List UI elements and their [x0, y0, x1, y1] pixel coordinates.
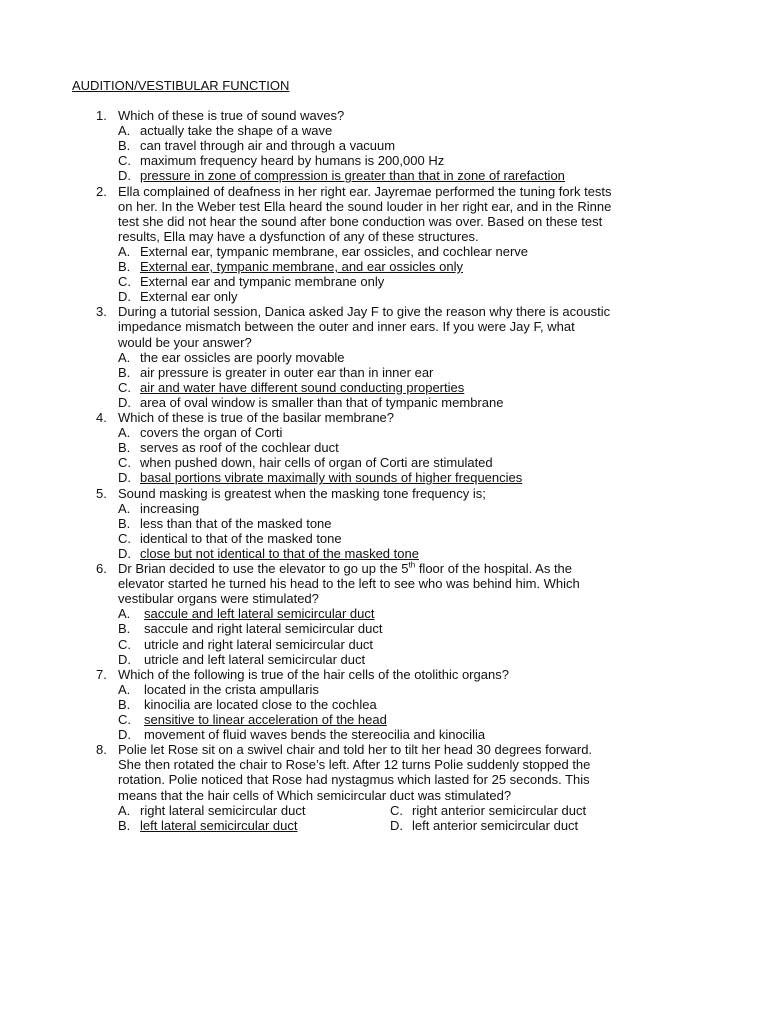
option-text: utricle and left lateral semicircular duct [144, 651, 366, 667]
page-title: AUDITION/VESTIBULAR FUNCTION [72, 78, 290, 93]
option-letter: A. [118, 243, 131, 259]
option-text-correct: External ear, tympanic membrane, and ear ossicles only [140, 259, 463, 274]
option-text: when pushed down, hair cells of organ of Corti are stimulated [140, 455, 493, 471]
question-text: elevator started he turned his head to the left to see who was behind him. Which [118, 576, 580, 592]
option-text: movement of fluid waves bends the stereocilia and kinocilia [144, 727, 486, 743]
option-letter: D. [118, 289, 131, 305]
question-text [118, 561, 572, 576]
option-text: maximum frequency heard by humans is 200,000 Hz [140, 153, 445, 169]
option-letter: C. [118, 530, 131, 546]
option-letter: B. [118, 515, 131, 531]
option-letter: B. [118, 621, 131, 637]
option-letter: D. [118, 470, 131, 486]
option-text: located in the crista ampullaris [144, 681, 319, 697]
option-letter: A. [118, 425, 131, 441]
option-text: right anterior semicircular duct [412, 802, 587, 818]
option-letter: B. [118, 138, 131, 154]
option-text: kinocilia are located close to the cochlea [144, 696, 377, 712]
option-letter: D. [118, 651, 131, 667]
option-text: covers the organ of Corti [140, 425, 283, 441]
option-text: right lateral semicircular duct [140, 802, 306, 818]
option-text: serves as roof of the cochlear duct [140, 440, 339, 456]
question-text: She then rotated the chair to Rose’s left. After 12 turns Polie suddenly stopped the [118, 757, 591, 773]
question-text: means that the hair cells of Which semicircular duct was stimulated? [118, 787, 512, 803]
question-text: Which of these is true of the basilar membrane? [118, 410, 395, 425]
option-text: increasing [140, 500, 200, 516]
option-text-correct: air and water have different sound conducting properties [140, 379, 465, 395]
option-letter: A. [118, 123, 131, 139]
question-text: on her. In the Weber test Ella heard the sound louder in her right ear, and in the Rinne [118, 198, 612, 214]
question-text: Polie let Rose sit on a swivel chair and told her to tilt her head 30 degrees forward. [118, 742, 593, 758]
ordinal-suffix: th [408, 560, 416, 570]
option-letter: C. [118, 274, 131, 290]
option-letter: D. [118, 168, 131, 184]
option-letter: A. [118, 500, 131, 516]
option-letter: B. [118, 817, 131, 833]
question-text: results, Ella may have a dysfunction of any of these structures. [118, 228, 479, 244]
option-text: identical to that of the masked tone [140, 530, 342, 546]
question-number: 2. [96, 183, 107, 199]
option-letter: D. [118, 394, 131, 410]
option-letter: A. [118, 681, 131, 697]
option-letter: A. [118, 802, 131, 818]
question-number: 5. [96, 485, 107, 501]
option-text-correct: basal portions vibrate maximally with sounds of higher frequencies [140, 470, 523, 486]
option-text: the ear ossicles are poorly movable [140, 349, 345, 365]
option-letter: C. [118, 455, 131, 471]
question-number: 7. [96, 666, 107, 682]
question-text: Ella complained of deafness in her right ear. Jayremae performed the tuning fork tests [118, 183, 612, 199]
question-text: Which of these is true of sound waves? [118, 108, 345, 123]
option-text-correct: close but not identical to that of the masked tone [140, 545, 419, 561]
option-letter: C. [118, 712, 131, 727]
option-letter: C. [118, 153, 131, 169]
option-text: External ear only [140, 289, 238, 305]
question-number: 3. [96, 304, 107, 320]
option-letter: B. [118, 259, 131, 274]
option-text: left anterior semicircular duct [412, 817, 579, 833]
option-letter: D. [390, 817, 403, 833]
option-text-correct: pressure in zone of compression is greater than that in zone of rarefaction [140, 168, 565, 184]
option-letter: B. [118, 696, 131, 712]
option-text-correct: saccule and left lateral semicircular duct [144, 606, 375, 622]
question-text: would be your answer? [118, 334, 252, 350]
option-text: less than that of the masked tone [140, 515, 332, 531]
option-letter: C. [390, 802, 403, 818]
option-letter: B. [118, 364, 131, 380]
option-text-correct: sensitive to linear acceleration of the head [144, 712, 387, 727]
question-number: 4. [96, 410, 107, 425]
option-text: air pressure is greater in outer ear than in inner ear [140, 364, 434, 380]
option-text: utricle and right lateral semicircular duct [144, 636, 374, 652]
question-text: During a tutorial session, Danica asked Jay F to give the reason why there is acoustic [118, 304, 611, 320]
option-letter: A. [118, 349, 131, 365]
option-letter: C. [118, 379, 131, 395]
question-text: test she did not hear the sound after bone conduction was over. Based on these test [118, 213, 603, 229]
question-text: impedance mismatch between the outer and inner ears. If you were Jay F, what [118, 319, 575, 335]
option-text: External ear and tympanic membrane only [140, 274, 385, 290]
option-text-correct: left lateral semicircular duct [140, 817, 298, 833]
option-text: actually take the shape of a wave [140, 123, 333, 139]
option-text: saccule and right lateral semicircular duct [144, 621, 383, 637]
option-text: area of oval window is smaller than that of tympanic membrane [140, 394, 504, 410]
question-number: 1. [96, 108, 107, 123]
question-text: Which of the following is true of the hair cells of the otolithic organs? [118, 666, 509, 682]
option-letter: C. [118, 636, 131, 652]
option-text: can travel through air and through a vacuum [140, 138, 396, 154]
question-text: Sound masking is greatest when the masking tone frequency is; [118, 485, 486, 501]
question-text: rotation. Polie noticed that Rose had nystagmus which lasted for 25 seconds. This [118, 772, 590, 788]
option-letter: B. [118, 440, 131, 456]
question-number: 6. [96, 561, 107, 576]
option-letter: A. [118, 606, 131, 622]
option-letter: D. [118, 727, 131, 743]
question-text-part: floor of the hospital. As the [415, 561, 573, 576]
question-text: vestibular organs were stimulated? [118, 591, 319, 607]
option-letter: D. [118, 545, 131, 561]
question-number: 8. [96, 742, 107, 758]
question-text-part: Dr Brian decided to use the elevator to go up the 5 [118, 561, 409, 576]
option-text: External ear, tympanic membrane, ear ossicles, and cochlear nerve [140, 243, 529, 259]
